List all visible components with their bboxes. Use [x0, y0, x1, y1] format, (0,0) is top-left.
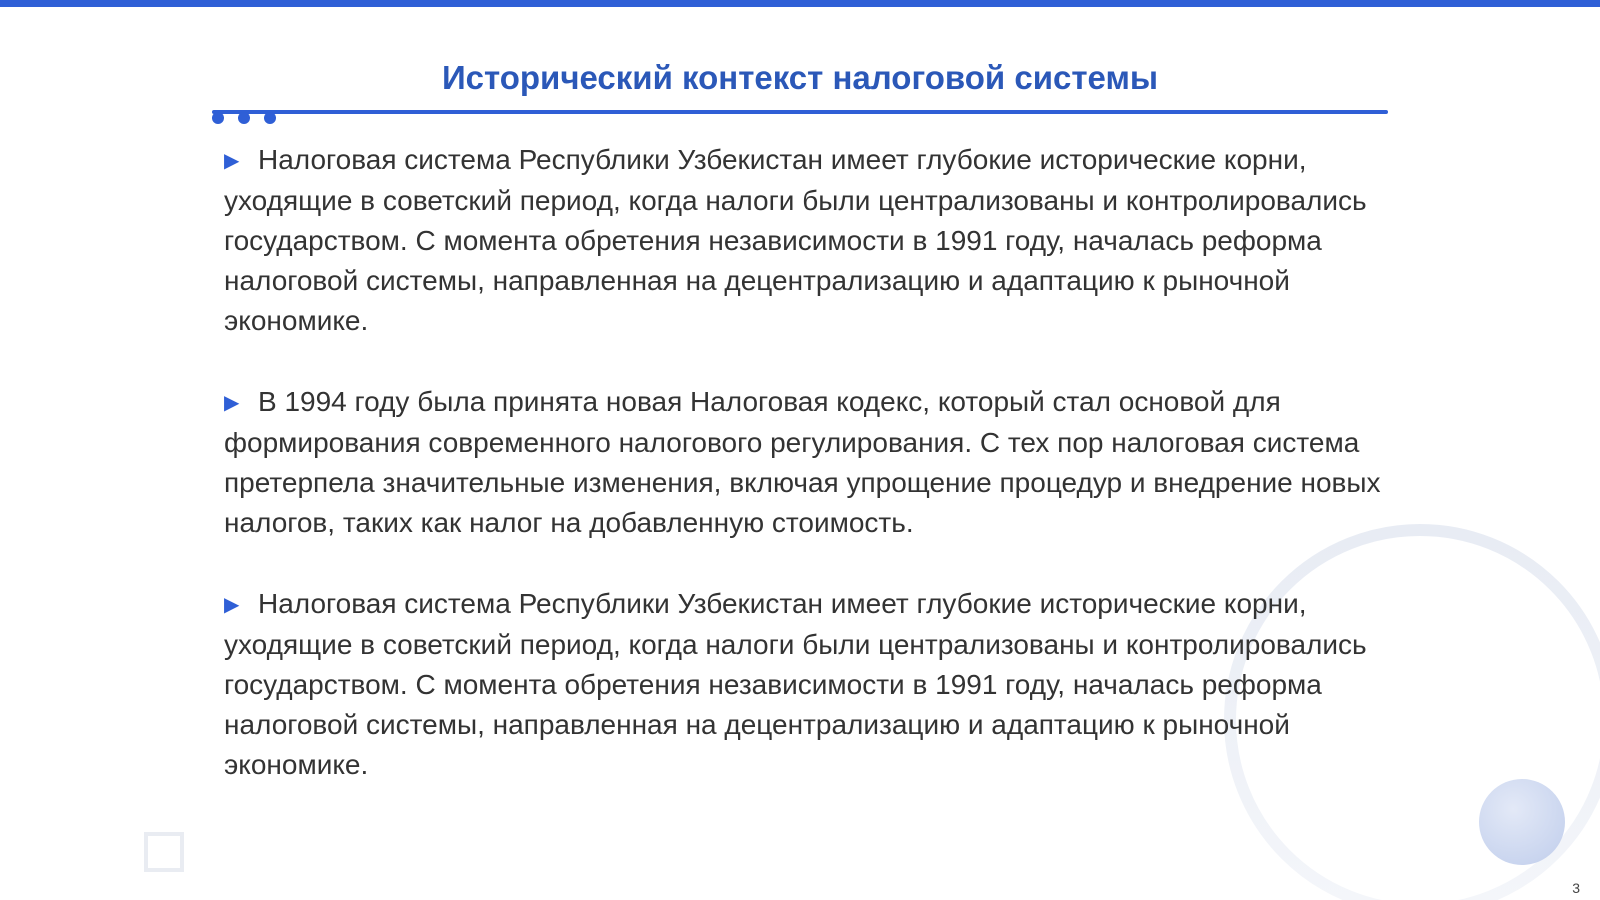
paragraph-text: Налоговая система Республики Узбекистан имеет глубокие исторические корни, уходящие в советский период, когда налоги были централизованы и контролировались государством. С момента обретения независимости в 1991 году, началась реформа налоговой системы, направленная на децентрализацию и адаптацию к рыночной экономике.: [224, 588, 1367, 780]
decor-dot: [212, 112, 224, 124]
decor-ball: [1479, 779, 1565, 865]
triangle-right-icon: ▶: [224, 594, 240, 616]
bullet-paragraph-1: [224, 140, 1394, 341]
decor-dot: [238, 112, 250, 124]
page-number: 3: [1572, 880, 1580, 896]
triangle-right-icon: ▶: [224, 150, 240, 172]
bullet-paragraph-3: [224, 584, 1394, 785]
decor-dot: [264, 112, 276, 124]
paragraph-text: В 1994 году была принята новая Налоговая кодекс, который стал основой для формирования современного налогового регулирования. С тех пор налоговая система претерпела значительные изменения, включая упрощение процедур и внедрение новых налогов, таких как налог на добавленную стоимость.: [224, 386, 1381, 538]
bullet-paragraph-2: [224, 382, 1394, 543]
decor-square: [146, 834, 182, 870]
slide-title: Исторический контекст налоговой системы: [441, 59, 1159, 96]
paragraph-text: Налоговая система Республики Узбекистан имеет глубокие исторические корни, уходящие в советский период, когда налоги были централизованы и контролировались государством. С момента обретения независимости в 1991 году, началась реформа налоговой системы, направленная на децентрализацию и адаптацию к рыночной экономике.: [224, 144, 1367, 336]
title-underline: [212, 110, 1388, 114]
triangle-right-icon: ▶: [224, 392, 240, 414]
